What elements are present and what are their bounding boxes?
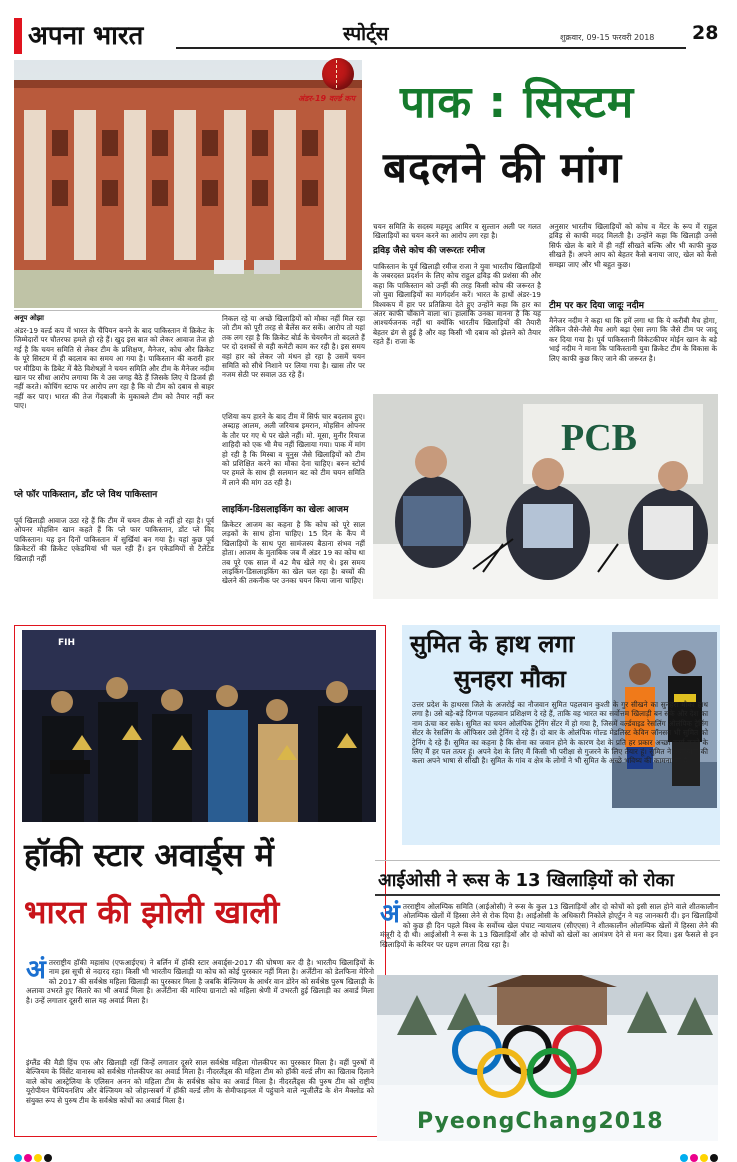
story1-col3-text2: पाकिस्तान के पूर्व खिलाड़ी रमीज राजा ने युवा भारतीय खिलाड़ियों के जबरदस्त प्रदर्शन के लिए कोच राहुल द्रविड़ की प्रशंसा की और कहा कि पाकिस्तान को उन्हीं की तरह किसी कोच की जरूरत है जो युवा खिलाड़ियों का मार्गदर्शन करें। भारत के हाथों अंडर-19 विश्वकप में हार पर प्रतिक्रिया देते हुए उन्होंने कहा कि हार का अंतर काफी चौंकाने वाला था। हालांकि उनका मानना है कि यह आश्चर्यजनक नहीं था क्योंकि भारतीय खिलाड़ियों की तैयारी बेहतर ढंग से हुई है और वह किसी भी दबाव को झेलने को तैयार रहते हैं। राजा के — [373, 262, 541, 347]
story4-dropcap: अं — [380, 899, 400, 929]
story1-col1-text2: पूर्व खिलाड़ी आवाज उठा रहे हैं कि टीम में चयन ठीक से नहीं हो रहा है। पूर्व ओपनर मोहसिन खान कहते हैं कि प्ले फार पाकिस्तान, डोंट प्ले विद पाकिस्तान। यह इन दिनों पाकिस्तान में सुर्खियां बन गया है। यहां कुछ पूर्व क्रिकेटरों की क्रिकेट एकेडमियां भी चल रही हैं। इन एकेडमियों से टैलेंटेड खिलाड़ी नहीं — [14, 516, 214, 563]
story1-col1-text: अंडर-19 वर्ल्ड कप में भारत के चैंपियन बनने के बाद पाकिस्तान में क्रिकेट के जिम्मेदारों पर चौतरफा हमले हो रहे हैं। खुद इस बात को लेकर आवाज तेज हो गई है कि चयन समिति से लेकर टीम के प्रशिक्षण, मैनेजर, कोच और क्रिकेट के पूरे सिस्टम में ही बदलाव का समय आ गया है। पाकिस्तान की करारी हार पर मीडिया के डिबेट में बैठे विशेषज्ञों ने चयन समिति और टीम के मैनेजर नदीम खान पर सीधा आरोप लगाया कि ये उस जगह बैठे हैं जिसके लिए ये डिजर्व ही नहीं करते। कोचिंग स्टाफ पर आरोप लग रहा है कि वो टीम को दबाव से बाहर नहीं कर पाए। भारत की तेज गेंदबाजी के मुकाबले टीम को तैयार नहीं कर पाए। — [14, 326, 214, 411]
story1-subhead-4: टीम पर कर दिया जादूः नदीम — [549, 301, 645, 311]
pcb-sign: PCB — [561, 417, 637, 459]
story3-headline-line1: सुमित के हाथ लगा — [410, 630, 575, 658]
story3-headline-line2: सुनहरा मौका — [454, 665, 566, 693]
story1-col2-text2: एशिया कप हारने के बाद टीम में सिर्फ चार बदलाव हुए। अब्दाह आलम, अली जरियाब इमरान, मोहसिन ओपनर के तौर पर गए थे पर खेले नहीं। मो. मूसा, मुनीर रियाज शाहिदी को एक भी मैच नहीं खिलाया गया। पाक में मांग हो रही है कि मिस्बा व यूनुस जैसे खिलाड़ियों को टीम को प्रशिक्षित करने का मौका देना चाहिए। बरुन स्टोर्च पर हमले के साथ ही सलमान बट को टीम चयन समिति में लाने की मांग उठ रही है। — [222, 412, 365, 487]
story1-byline: अनूप ओझा — [14, 314, 44, 322]
cmyk-marks-left — [14, 1147, 54, 1162]
story1-subhead-3: द्रविड़ जैसे कोच की जरूरतः रमीज — [373, 246, 485, 256]
page-number: 28 — [692, 22, 719, 44]
masthead-logo: अपना भारत — [28, 21, 144, 51]
story2-text2: इंग्लैंड की मैडी हिंच एफ और खिलाड़ी रहीं जिन्हें लगातार दूसरे साल सर्वश्रेष्ठ महिला गोलकीपर का पुरस्कार मिला है। वहीं पुरुषों में बेल्जियम के विंसेंट वानास्च को सर्वश्रेष्ठ गोलकीपर का अवार्ड मिला है। नीदरलैंड्स की महिला टीम को हॉकी वर्ल्ड लीग का खिताब दिलाने वाले कोच आस्ट्रेलिया के एलिसन अनन को महिला टीम के सर्वश्रेष्ठ कोच का अवार्ड मिला है। नीदरलैंड्स की पुरुष टीम को राष्ट्रीय यूरोपीयन चैम्पियनशिप और बेल्जियम को जोहान्सबर्ग में हॉकी वर्ल्ड लीग के सेमीफाइनल में पहुंचाने वाले न्यूजीलैंड के शेन मैक्लोड को संयुक्त रूप से पुरुष टीम के सर्वश्रेष्ठ कोचों का अवार्ड मिला है। — [26, 1058, 374, 1105]
story3-text: उत्तर प्रदेश के हाथरस जिले के अजरोई का नौजवान सुमित पहलवान कुश्ती के गुर सीखने का सुनहरा मौका हाथ लगा है। उसे बड़े-बड़े दिग्गज पहलवान प्रशिक्षण दे रहे हैं, ताकि वह भारत का सर्वोत्तम खिलाड़ी बन सके और देश का नाम ऊंचा कर सके। सुमित का चयन ओलंपिक ट्रेनिंग सेंटर में हो गया है, जिसमें वर्ल्डवाइड रेसलिंग ओलंपिक ट्रेनिंग सेंटर के रेसलिंग के ऑफिसर उसे ट्रेनिंग दे रहे हैं। दो बार के ओलंपिक गोल्ड मेडलिस्ट केविन जॉनसन भी सुमित को ट्रेनिंग दे रहे हैं। सुमित का कहना है कि सेना का जवान होने के कारण देश के प्रति हर प्रकार अच्छा कार्य करने के लिए मैं हर पल तत्पर हूं। अपने देश के लिए मैं किसी भी परीक्षा से गुजरने के लिए तैयार हूं। सुमित ने पहलवानी की कला अपने भाषा से सीखी है। सुमित के गांव व क्षेत्र के लोगों ने भी सुमित के अच्छे भविष्य की कामना की है। — [412, 700, 708, 766]
story1-col4-text2: मैनेजर नदीम ने कहा था कि हमें लगा था कि ये करीबी मैच होगा, लेकिन जैसे-जैसे मैच आगे बढ़ा ऐसा लगा कि जैसे टीम पर जादू कर दिया गया है। पूर्व पाकिस्तानी विकेटकीपर मोईन खान के बड़े भाई नदीम ने माना कि पाकिस्तानी युवा क्रिकेट टीम के विकास के लिए काफी कुछ किए जाने की जरूरत है। — [549, 316, 717, 363]
story1-headline-line2: बदलने की मांग — [383, 143, 623, 192]
section-title: स्पोर्ट्स — [343, 23, 389, 45]
story4-text — [380, 899, 718, 949]
under19-badge: अंडर-19 वर्ल्ड कप — [298, 94, 356, 103]
story2-headline-line2: भारत की झोली खाली — [24, 893, 280, 931]
fih-sign: FIH — [58, 638, 76, 648]
story2-text-body: तरराष्ट्रीय हॉकी महासंघ (एफआईएच) ने बर्लिन में हॉकी स्टार अवार्ड्स-2017 की घोषणा कर दी है। भारतीय खिलाड़ियों के नाम इस सूची से नदारद रहा। किसी भी भारतीय खिलाड़ी या कोच को कोई पुरस्कार नहीं मिला है। अर्जेंटीना को डेलफिना मेरिनो को 2017 की सर्वश्रेष्ठ महिला खिलाड़ी का पुरस्कार मिला है जबकि बेल्जियम के आर्थर वान डोरेन को सर्वश्रेष्ठ पुरुष खिलाड़ी के अलावा उभरते हुए सितारे का भी अवार्ड मिला है। अर्जेंटीना की मारिया ग्रानाटो को महिला श्रेणी में उभरती हुई खिलाड़ी का अवार्ड मिला है। उन्हें लगातार दूसरी साल यह अवार्ड मिला है। — [26, 958, 374, 1005]
story1-subhead-2: लाइकिंग-डिसलाइकिंग का खेलः आजम — [222, 505, 349, 515]
header-red-bar — [14, 18, 22, 54]
header-rule — [176, 47, 686, 49]
story2-dropcap: अं — [26, 955, 46, 985]
story2-headline-line1: हॉकी स्टार अवार्ड्स में — [24, 836, 274, 874]
story1-headline-line1: पाक : सिस्टम — [400, 77, 635, 128]
pyeongchang-sign: PyeongChang2018 — [417, 1109, 664, 1134]
story4-text-body: तरराष्ट्रीय ओलम्पिक समिति (आईओसी) ने रूस के कुल 13 खिलाड़ियों और दो कोचों को इसी साल होने वाले शीतकालीन ओलम्पिक खेलों में हिस्सा लेने से रोक दिया है। आईओसी के अधिकारी निकोले होएर्टुन ने यह जानकारी दी। इन खिलाड़ियों को कुछ ही दिन पहले विश्व के सर्वोच्च खेल पंचाट न्यायालय (सीएएस) ने शीतकालीन ओलम्पिक खेलों में हिस्सा लेने की मंजूरी दे दी थी। आईओसी ने रूस के 13 खिलाड़ियों और दो कोचों को खेलों का आमंत्रण देने से मना कर दिया। इस फैसले से इन खिलाड़ियों के करियर पर ग्रहण लगता दिख रहा है। — [380, 902, 718, 949]
awards-stage-illustration — [22, 630, 376, 822]
story4-headline: आईओसी ने रूस के 13 खिलाड़ियों को रोका — [378, 870, 675, 891]
story1-col3-text: चयन समिति के सदस्य महमूद आमिर व सुल्तान अली पर गलत खिलाड़ियों का चयन करने का आरोप लग रहा है। — [373, 222, 541, 241]
pyeongchang-photo — [377, 975, 718, 1141]
story1-col4-text: अनुसार भारतीय खिलाड़ियों को कोच व मेंटर के रूप में राहुल द्रविड़ से काफी मदद मिलती है। उन्होंने कहा कि खिलाड़ी उनसे सिर्फ खेल के बारे में ही नहीं सीखते बल्कि और भी काफी कुछ सीखते हैं। अपने आप को बेहतर कैसे बनाया जाए, खेल को कैसे समझा जाए और भी बहुत कुछ। — [549, 222, 717, 269]
hockey-awards-photo — [22, 630, 376, 822]
cricket-ball-icon — [322, 58, 354, 90]
story2-text — [26, 955, 374, 1005]
press-conference-illustration — [373, 394, 718, 599]
story1-col2-text: निकल रहे या अच्छे खिलाड़ियों को मौका नहीं मिल रहा जो टीम को पूरी तरह से बैलेंस कर सकें। आरोप तो यहां तक लग रहा है कि क्रिकेट बोर्ड के चेयरमैन तो बदलते हैं पर दो दशकों से वही कमेटी काम कर रही है। इस समय वहां हार को लेकर जो मंथन हो रहा है उसमें चयन समिति को सीधे निशाने पर लिया गया है। खास तौर पर नजम सेठी पर सवाल उठ रहे हैं। — [222, 314, 365, 380]
cmyk-marks-right — [680, 1147, 720, 1162]
header-date: शुक्रवार, 09-15 फरवरी 2018 — [560, 33, 655, 42]
story1-col2-text3: क्रिकेटर आजम का कहना है कि कोच को पूरे साल लड़कों के साथ होना चाहिए। 15 दिन के कैंप में खिलाड़ियों के साथ पूरा सामंजस्य बैठाना संभव नहीं होता। आजम के मुताबिक जब मैं अंडर 19 का कोच था तब पूरे एक साल में 42 मैच खेले गए थे। इस समय लाइकिंग-डिसलाइकिंग का खेल चल रहा है। बच्चों की खेलने की तकनीक पर उनका चयन किया जाना चाहिए। — [222, 520, 365, 586]
story1-subhead-1: प्ले फॉर पाकिस्तान, डॉंट प्ले विथ पाकिस्तान — [14, 490, 158, 500]
pcb-press-photo — [373, 394, 718, 599]
